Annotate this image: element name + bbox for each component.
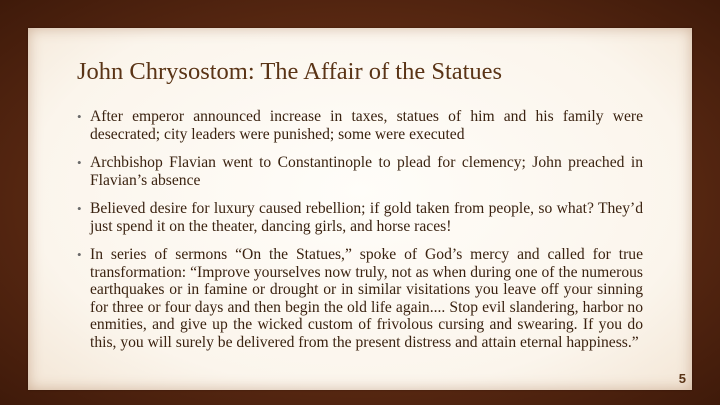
bullet-marker: •	[77, 247, 82, 262]
bullet-item	[77, 154, 643, 189]
bullet-text: After emperor announced increase in taxes, statues of him and his family were desecrated; city leaders were punished; some were executed	[90, 108, 643, 143]
slide-title: John Chrysostom: The Affair of the Statues	[77, 58, 503, 85]
bullet-text: Believed desire for luxury caused rebellion; if gold taken from people, so what? They’d just spend it on the theater, dancing girls, and horse races!	[90, 200, 643, 235]
bullet-text: Archbishop Flavian went to Constantinople to plead for clemency; John preached in Flavian’s absence	[90, 154, 643, 189]
bullet-item	[77, 108, 643, 143]
bullet-marker: •	[77, 201, 82, 216]
bullet-marker: •	[77, 109, 82, 124]
bullet-marker: •	[77, 155, 82, 170]
slide-panel	[28, 28, 692, 390]
bullet-list	[77, 108, 643, 351]
page-number: 5	[678, 371, 686, 386]
bullet-item	[77, 246, 643, 351]
bullet-text: In series of sermons “On the Statues,” spoke of God’s mercy and called for true transformation: “Improve yourselves now truly, not as when during one of the numerous earthquakes or in famine or drought or in similar visitations you leave off your sinning for three or four days and then begin the old life again.... Stop evil slandering, harbor no enmities, and give up the wicked custom of frivolous cursing and swearing. If you do this, you will surely be delivered from the present distress and attain eternal happiness.”	[90, 246, 643, 351]
bullet-item	[77, 200, 643, 235]
